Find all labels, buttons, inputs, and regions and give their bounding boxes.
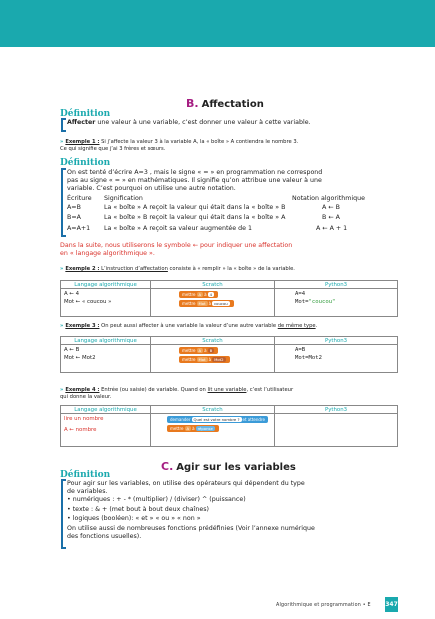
notation-row-2-notation: B ← A: [322, 214, 340, 221]
definition-heading-2: Définition: [60, 158, 111, 168]
notation-row-1-signification: La « boîte » A reçoit la valeur qui était dans la « boîte » B: [104, 204, 286, 211]
red-note-line2: en « langage algorithmique ».: [60, 250, 155, 257]
scratch-block-set: mettre A à B: [179, 347, 218, 354]
definition-3-line2: de variables.: [67, 488, 108, 495]
notation-row-3-ecriture: A=A+1: [67, 225, 91, 232]
definition-heading-3: Définition: [60, 470, 111, 480]
example-1-line2: Ce qui signifie que j’ai 3 frères et sœurs.: [60, 146, 166, 152]
col-header-python: Python3: [275, 406, 398, 414]
algo-cell: A ← B Mot ← Mot2: [61, 345, 151, 373]
col-header-algo: Langage algorithmique: [61, 406, 151, 414]
definition-2-line1: On est tenté d’écrire A=3 , mais le signe « = » en programmation ne correspond: [67, 169, 323, 176]
definition-3-line1: Pour agir sur les variables, on utilise des opérateurs qui dépendent du type: [67, 480, 305, 487]
col-header-scratch: Scratch: [151, 281, 275, 289]
python-cell: [275, 414, 398, 447]
definition-3-line4: • texte : & + (met bout à bout deux chaînes): [67, 506, 210, 513]
python-cell: A=4 Mot="coucou": [275, 289, 398, 317]
notation-head-signification: Signification: [104, 195, 143, 202]
definition-3-line3: • numériques : + - * (multiplier) / (diviser) ^ (puissance): [67, 496, 246, 503]
section-b-title: B. Affectation: [186, 97, 264, 110]
notation-row-3-signification: La « boîte » A reçoit sa valeur augmentée de 1: [104, 225, 253, 232]
python-cell: A=B Mot=Mot2: [275, 345, 398, 373]
footer-chapter: Algorithmique et programmation • E: [276, 603, 371, 608]
chevron-right-icon: »: [60, 323, 64, 329]
definition-1-text: Affecter une valeur à une variable, c’est donner une valeur à cette variable.: [67, 119, 311, 126]
example-2: » Exemple 2 : L’instruction d’affectation consiste à « remplir » la « boîte » de la variable.: [60, 266, 295, 272]
definition-2-line2: pas au signe « = » en mathématiques. Il signifie qu’on attribue une valeur à une: [67, 177, 322, 184]
notation-row-1-ecriture: A=B: [67, 204, 81, 211]
notation-row-1-notation: A ← B: [322, 204, 340, 211]
example-1: » Exemple 1 : Si j’affecte la valeur 3 à la variable A, la « boîte » A contiendra le nombre 3.: [60, 139, 299, 145]
definition-2-line3: variable. C’est pourquoi on utilise une autre notation.: [67, 185, 236, 192]
example-3: » Exemple 3 : On peut aussi affecter à une variable la valeur d’une autre variable de même type.: [60, 323, 318, 329]
definition-3-line6: On utilise aussi de nombreuses fonctions prédéfinies (Voir l’annexe numérique: [67, 525, 315, 532]
col-header-scratch: Scratch: [151, 406, 275, 414]
notation-row-2-ecriture: B=A: [67, 214, 81, 221]
section-c-title: C. Agir sur les variables: [161, 460, 296, 473]
chevron-right-icon: »: [60, 266, 64, 272]
header-band: [0, 0, 435, 47]
definition-3-line7: des fonctions usuelles).: [67, 533, 142, 540]
col-header-python: Python3: [275, 281, 398, 289]
notation-head-notation: Notation algorithmique: [292, 195, 365, 202]
algo-cell: lire un nombre A ← nombre: [61, 414, 151, 447]
notation-row-2-signification: La « boîte » B reçoit la valeur qui était dans la « boîte » A: [104, 214, 286, 221]
col-header-python: Python3: [275, 337, 398, 345]
chevron-right-icon: »: [60, 387, 64, 393]
col-header-algo: Langage algorithmique: [61, 281, 151, 289]
scratch-block-set: mettre A à réponse: [167, 425, 219, 432]
col-header-algo: Langage algorithmique: [61, 337, 151, 345]
definition-bracket-3: [61, 479, 66, 549]
definition-3-line5: • logiques (booléen): « et » « ou » « non »: [67, 515, 201, 522]
red-note-line1: Dans la suite, nous utiliserons le symbole ← pour indiquer une affectation: [60, 242, 293, 249]
scratch-block-set: mettre Mot à Mot2: [179, 356, 230, 363]
definition-bracket-1: [61, 118, 66, 132]
scratch-cell: [151, 414, 275, 447]
comparison-table-2: [60, 336, 398, 373]
scratch-cell: [151, 289, 275, 317]
scratch-block-ask: demander Quel est votre nombre ? et attendre: [167, 416, 268, 423]
scratch-block-set: mettre Mot à coucou: [179, 300, 234, 307]
notation-row-3-notation: A ← A + 1: [316, 225, 348, 232]
col-header-scratch: Scratch: [151, 337, 275, 345]
scratch-block-set: mettre A à 4: [179, 291, 218, 298]
chevron-right-icon: »: [60, 139, 64, 145]
notation-head-ecriture: Écriture: [67, 195, 92, 202]
definition-bracket-2: [61, 168, 66, 237]
definition-heading-1: Définition: [60, 109, 111, 119]
example-4-line2: qui donne la valeur.: [60, 394, 112, 400]
comparison-table-3: [60, 405, 398, 447]
page-number: 347: [385, 597, 398, 612]
comparison-table-1: [60, 280, 398, 317]
algo-cell: A ← 4 Mot ← « coucou »: [61, 289, 151, 317]
example-4: » Exemple 4 : Entrée (ou saisie) de variable. Quand on lit une variable, c’est l’utilisateur: [60, 387, 294, 393]
scratch-cell: [151, 345, 275, 373]
